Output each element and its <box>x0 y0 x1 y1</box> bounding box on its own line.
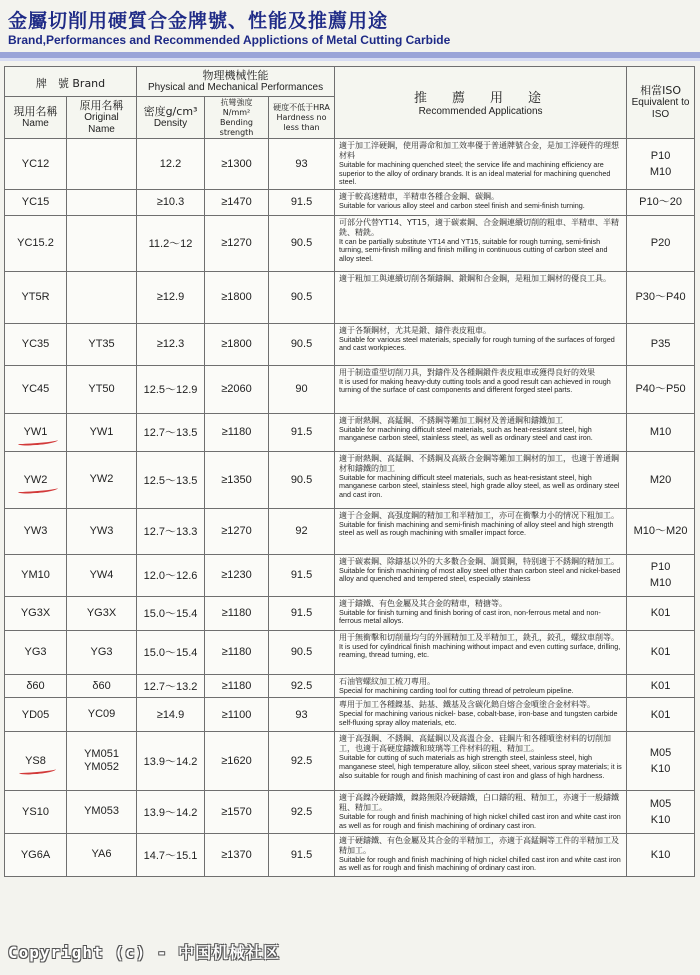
cell-bending-strength: ≥1300 <box>205 139 269 190</box>
cell-bending-strength: ≥1180 <box>205 413 269 451</box>
page-subtitle: Brand,Performances and Recommended Applictions of Metal Cutting Carbide <box>8 33 451 47</box>
handwritten-underline <box>19 767 56 776</box>
cell-original-name: δ60 <box>67 674 137 698</box>
cell-name <box>5 674 67 698</box>
cell-name <box>5 630 67 674</box>
cell-application <box>335 630 627 674</box>
brand-name <box>24 426 48 438</box>
cell-application <box>335 365 627 413</box>
cell-name <box>5 508 67 554</box>
application-zh: 適于鑄鐵、有色金屬及其合金的精車，精搪等。 <box>339 598 508 608</box>
cell-iso <box>627 508 695 554</box>
table-row <box>5 365 695 413</box>
table-row <box>5 791 695 833</box>
cell-iso <box>627 139 695 190</box>
cell-hardness: 90.5 <box>269 323 335 365</box>
cell-original-name: YW1 <box>67 413 137 451</box>
cell-density: 12.7～13.2 <box>137 674 205 698</box>
header-physical-en: Physical and Mechanical Performances <box>147 82 324 93</box>
application-en: Suitable for rough and finish machining of high nickel chilled cast iron and white cast iron as well as for rough and finish machining of ordinary cast iron. <box>339 812 621 830</box>
cell-density: 12.5～13.5 <box>137 451 205 508</box>
cell-density: ≥12.9 <box>137 271 205 323</box>
cell-hardness: 91.5 <box>269 189 335 215</box>
cell-original-name: YT35 <box>67 323 137 365</box>
brand-name <box>22 806 49 818</box>
iso-code: P10 <box>650 149 671 162</box>
application-en: Suitable for various alloy steel and carbon steel finish and semi-finish turning. <box>339 200 585 210</box>
cell-iso <box>627 323 695 365</box>
cell-bending-strength: ≥1230 <box>205 554 269 596</box>
handwritten-underline <box>17 485 57 494</box>
application-en: Special for machining carding tool for cutting thread of petroleum pipeline. <box>339 685 574 695</box>
table-row <box>5 215 695 271</box>
header-applications <box>335 67 627 139</box>
header-applications-en: Recommended Applications <box>418 106 543 117</box>
table-row <box>5 732 695 791</box>
brand-name <box>24 646 46 658</box>
cell-bending-strength: ≥1570 <box>205 791 269 833</box>
table-row <box>5 508 695 554</box>
table-row <box>5 630 695 674</box>
application-zh: 適于耐熱鋼、高錳鋼、不銹鋼及高級合金鋼等難加工鋼材的加工，也適于普通鋼材和鑄鐵的加工 <box>339 453 620 473</box>
copyright-watermark: Copyright (c) - 中国机械社区 <box>8 943 281 962</box>
cell-hardness: 92 <box>269 508 335 554</box>
iso-code: K01 <box>650 708 671 721</box>
cell-application <box>335 323 627 365</box>
header-orig-zh: 原用名稱 <box>79 99 124 112</box>
iso-code: P10 <box>650 561 671 574</box>
cell-original-name: YC09 <box>67 698 137 732</box>
cell-bending-strength: ≥1800 <box>205 271 269 323</box>
cell-bending-strength: ≥1270 <box>205 508 269 554</box>
cell-hardness: 91.5 <box>269 554 335 596</box>
application-zh: 適于高鎳冷硬鑄鐵，鎳鉻無限冷硬鑄鐵，白口鑄的粗、精加工，亦適于一般鑄鐵粗、精加工。 <box>339 793 620 813</box>
cell-density: ≥12.3 <box>137 323 205 365</box>
cell-iso <box>627 189 695 215</box>
application-zh: 適于粗加工與連續切削各類鑄鋼、鍛鋼和合金鋼，是粗加工鋼材的優良工具。 <box>339 273 612 283</box>
cell-hardness: 90.5 <box>269 215 335 271</box>
cell-hardness: 91.5 <box>269 596 335 630</box>
header-name <box>5 97 67 139</box>
table-row <box>5 323 695 365</box>
iso-code: M10～M20 <box>633 525 688 538</box>
cell-iso <box>627 791 695 833</box>
cell-name <box>5 323 67 365</box>
brand-name-text: YC15 <box>21 196 50 209</box>
iso-code: M05 <box>649 747 672 760</box>
cell-name <box>5 271 67 323</box>
cell-original-name <box>67 189 137 215</box>
iso-code: P10～20 <box>639 196 682 209</box>
cell-density: 12.7～13.3 <box>137 508 205 554</box>
iso-code: P35 <box>650 338 671 351</box>
cell-original-name: YW4 <box>67 554 137 596</box>
brand-name-text: YC12 <box>21 157 50 170</box>
cell-application <box>335 215 627 271</box>
cell-name <box>5 732 67 791</box>
cell-bending-strength: ≥1100 <box>205 698 269 732</box>
header-brand-label: 牌 號 Brand <box>35 77 106 90</box>
brand-name-text: YG6A <box>20 848 51 861</box>
cell-bending-strength: ≥1180 <box>205 674 269 698</box>
cell-bending-strength: ≥1180 <box>205 596 269 630</box>
cell-density: 15.0～15.4 <box>137 630 205 674</box>
brand-name-text: δ60 <box>26 680 45 693</box>
header-name-zh: 現用名稱 <box>13 105 58 118</box>
header-density <box>137 97 205 139</box>
cell-bending-strength: ≥1350 <box>205 451 269 508</box>
header-hardness-en: Hardness no less than <box>276 112 327 132</box>
application-en: Suitable for various steel materials, specially for rough turning of the surfaces of forged and cast workpieces. <box>339 334 615 353</box>
cell-application <box>335 271 627 323</box>
cell-application <box>335 833 627 876</box>
iso-code: K10 <box>650 763 671 776</box>
cell-iso <box>627 833 695 876</box>
iso-code: K01 <box>650 646 671 659</box>
cell-bending-strength: ≥2060 <box>205 365 269 413</box>
table-row <box>5 189 695 215</box>
cell-application <box>335 791 627 833</box>
application-zh: 可部分代替YT14、YT15，適于碳素鋼、合金鋼連續切削的粗車、半精車、半精銑、精銑。 <box>339 217 619 237</box>
handwritten-underline <box>17 438 57 447</box>
cell-density: 13.9～14.2 <box>137 791 205 833</box>
application-zh: 適于碳素鋼、除鑄基以外的大多數合金鋼、調質鋼，特别適于不銹鋼的精加工。 <box>339 556 620 566</box>
cell-application <box>335 698 627 732</box>
cell-application <box>335 596 627 630</box>
brand-name <box>21 291 49 303</box>
cell-original-name <box>67 215 137 271</box>
header-physical-zh: 物理機械性能 <box>202 69 269 82</box>
application-zh: 適于硬鑄鐵、有色金屬及其合金的半精加工，亦適于高錳鋼等工件的半精加工及精加工。 <box>339 835 620 855</box>
application-en: Special for machining various nickel- base, cobalt-base, iron-base and tungsten carbide self-fluxing spray alloy materials, etc. <box>339 709 618 727</box>
page-title: 金屬切削用硬質合金牌號、性能及推薦用途 <box>8 10 389 32</box>
cell-name <box>5 791 67 833</box>
cell-bending-strength: ≥1620 <box>205 732 269 791</box>
brand-name <box>22 709 50 721</box>
iso-code: P40～P50 <box>635 383 686 396</box>
application-en: It can be partially substitute YT14 and YT15, suitable for rough turning, semi-finish turning, semi-finish milling and finish milling in continuous cutting of carbon steel and alloy steel. <box>339 236 608 263</box>
header-iso-en: Equivalent to ISO <box>631 97 690 120</box>
application-en: Suitable for machining difficult steel materials, such as heat-resistant steel, high manganese carbon steel, stainless steel, high grade alloy steel, as well as ordinary steel and cast iron. <box>339 472 620 499</box>
cell-iso <box>627 630 695 674</box>
cell-bending-strength: ≥1180 <box>205 630 269 674</box>
application-en: Suitable for finish turning and finish boring of cast iron, non-ferrous metal and non-ferrous metal alloys. <box>339 607 601 626</box>
header-iso <box>627 67 695 139</box>
header-name-en: Name <box>22 118 49 129</box>
header-density-en: Density <box>153 118 188 129</box>
application-en: Suitable for cutting of such materials as high strength steel, stainless steel, high manganese steel, high temperature alloy, silicon steel sheet, various spray materials; it is also suitable for rough and finish machining of cast iron and glass of high hardness. <box>339 753 622 780</box>
application-en: Suitable for rough and finish machining of high nickel chilled cast iron and white cast iron as well as for rough and finish machining of ordinary cast iron. <box>339 854 621 873</box>
cell-name <box>5 554 67 596</box>
cell-hardness: 92.5 <box>269 732 335 791</box>
iso-code: K10 <box>650 848 671 861</box>
cell-name <box>5 451 67 508</box>
brand-name-text: YC15.2 <box>17 237 54 250</box>
cell-application <box>335 189 627 215</box>
cell-original-name <box>67 271 137 323</box>
application-zh: 適于耐熱鋼、高錳鋼、不銹鋼等難加工鋼材及普通鋼和鑄鐵加工 <box>339 415 564 425</box>
cell-name <box>5 215 67 271</box>
cell-name <box>5 365 67 413</box>
carbide-table <box>4 66 695 877</box>
brand-name-text: YS10 <box>22 805 49 818</box>
cell-density: 12.7～13.5 <box>137 413 205 451</box>
cell-name <box>5 596 67 630</box>
cell-iso <box>627 271 695 323</box>
brand-name <box>21 849 50 861</box>
application-en: Suitable for finish machining of most alloy steel other than carbon steel and nickel-based alloy and quenched and tempered steel, especially stainless <box>339 565 621 584</box>
cell-hardness: 93 <box>269 139 335 190</box>
brand-name <box>21 607 50 619</box>
cell-iso <box>627 365 695 413</box>
brand-name-text: YM10 <box>21 569 50 582</box>
cell-bending-strength: ≥1800 <box>205 323 269 365</box>
application-en: Suitable for machining quenched steel; the service life and machining efficiency are superior to the alloy of ordinary brands. It is an ideal material for machining quenched steel. <box>339 160 611 187</box>
application-en: Suitable for finish machining and semi-finish machining of alloy steel and high strength steel as well as rough machining with smaller impact force. <box>339 519 614 538</box>
table-row <box>5 833 695 876</box>
cell-application <box>335 732 627 791</box>
header-bending-en: Bending strength <box>219 117 254 137</box>
header-iso-zh: 相當ISO <box>640 84 681 97</box>
application-zh: 用于制造重型切削刀具，對鑄件及各種鋼鍛件表皮粗車或獲得良好的效果 <box>339 367 596 377</box>
title-rule-light <box>0 58 700 61</box>
brand-name-text: YW2 <box>23 473 48 486</box>
brand-name-text: YC45 <box>21 383 50 396</box>
table-row <box>5 139 695 190</box>
table-row <box>5 596 695 630</box>
application-en: Suitable for machining difficult steel materials, such as heat-resistant steel, high manganese carbon steel, stainless steel, as well as ordinary steel and cast iron. <box>339 424 593 443</box>
header-density-zh: 密度g/cm³ <box>143 105 198 118</box>
cell-application <box>335 554 627 596</box>
cell-density: 12.0～12.6 <box>137 554 205 596</box>
application-zh: 適于較高速精車，半精車各種合金鋼、碳鋼。 <box>339 191 500 201</box>
iso-code: K01 <box>650 607 671 620</box>
cell-iso <box>627 451 695 508</box>
application-zh: 適于各類鋼材，尤其是鍛、鑄件表皮粗車。 <box>339 325 492 335</box>
iso-code: M10 <box>649 165 672 178</box>
cell-original-name: YM053 <box>67 791 137 833</box>
cell-original-name: YM051 YM052 <box>67 732 137 791</box>
header-applications-zh: 推 薦 用 途 <box>414 91 548 106</box>
iso-code: M20 <box>649 473 672 486</box>
cell-application <box>335 674 627 698</box>
application-zh: 用于無衝擊和切削量均勻的外圓精加工及半精加工，銑孔，鉸孔，螺紋車削等。 <box>339 632 620 642</box>
table-row <box>5 554 695 596</box>
cell-hardness: 92.5 <box>269 674 335 698</box>
cell-bending-strength: ≥1270 <box>205 215 269 271</box>
cell-hardness: 90.5 <box>269 271 335 323</box>
brand-name-text: YD05 <box>21 708 50 721</box>
application-zh: 適于加工淬硬鋼，使用壽命和加工效率優于普通牌號合金，是加工淬硬件的理想材料 <box>339 141 620 160</box>
header-hardness-zh: 硬度不低于HRA <box>273 102 330 112</box>
cell-hardness: 90.5 <box>269 630 335 674</box>
cell-density: ≥14.9 <box>137 698 205 732</box>
header-orig-en: Original Name <box>84 112 119 135</box>
header-physical <box>137 67 335 97</box>
brand-name-text: YT5R <box>21 291 50 304</box>
cell-hardness: 91.5 <box>269 833 335 876</box>
brand-name-text: YW3 <box>23 525 48 538</box>
cell-density: 12.2 <box>137 139 205 190</box>
table-row <box>5 698 695 732</box>
brand-name <box>22 383 50 395</box>
cell-original-name: YG3 <box>67 630 137 674</box>
application-zh: 專用于加工各種鎳基、鈷基、鐵基及含碳化鎢自熔合金噴塗合金材料等。 <box>339 700 596 710</box>
cell-density: 12.5～12.9 <box>137 365 205 413</box>
cell-name <box>5 833 67 876</box>
table-row <box>5 674 695 698</box>
brand-name <box>22 338 50 350</box>
iso-code: M10 <box>649 426 672 439</box>
brand-name <box>25 755 46 767</box>
iso-code: P30～P40 <box>635 291 686 304</box>
cell-application <box>335 451 627 508</box>
iso-code: K10 <box>650 813 671 826</box>
header-brand <box>5 67 137 97</box>
table-row <box>5 451 695 508</box>
cell-iso <box>627 596 695 630</box>
cell-hardness: 90 <box>269 365 335 413</box>
cell-density: 15.0～15.4 <box>137 596 205 630</box>
cell-iso <box>627 698 695 732</box>
brand-name-text: YW1 <box>23 426 48 439</box>
header-hardness <box>269 97 335 139</box>
cell-hardness: 93 <box>269 698 335 732</box>
table-row <box>5 271 695 323</box>
cell-name <box>5 413 67 451</box>
brand-name <box>24 474 48 486</box>
cell-hardness: 90.5 <box>269 451 335 508</box>
cell-iso <box>627 554 695 596</box>
application-en: It is used for cylindrical finish machining without impact and even cutting surface, drilling, reaming, thread turning, etc. <box>339 641 621 660</box>
header-original-name <box>67 97 137 139</box>
application-zh: 適于合金鋼、高强度鋼的精加工和半精加工，亦可在衝擊力小的情况下粗加工。 <box>339 510 620 520</box>
cell-application <box>335 139 627 190</box>
application-en: It is used for making heavy-duty cutting tools and a good result can achieved in rough turning of the surface of cast components and different forged steel parts. <box>339 376 611 395</box>
application-zh: 石油管螺紋加工梳刀專用。 <box>339 676 436 686</box>
brand-name-text: YG3X <box>20 607 51 620</box>
cell-iso <box>627 215 695 271</box>
cell-iso <box>627 732 695 791</box>
iso-code: M10 <box>649 577 672 590</box>
cell-bending-strength: ≥1370 <box>205 833 269 876</box>
cell-name <box>5 698 67 732</box>
cell-application <box>335 508 627 554</box>
cell-density: 14.7～15.1 <box>137 833 205 876</box>
cell-original-name: YG3X <box>67 596 137 630</box>
header-bending-zh: 抗彎強度N/mm² <box>220 97 253 117</box>
cell-hardness: 92.5 <box>269 791 335 833</box>
cell-iso <box>627 674 695 698</box>
cell-iso <box>627 413 695 451</box>
brand-name-text: YS8 <box>25 755 46 768</box>
brand-name <box>22 196 50 208</box>
application-zh: 適于高强鋼、不銹鋼、高錳鋼以及高溫合金、硅鋼片和各種噴塗材料的切削加工，也適于高硬度鑄鐵和玻璃等工件材料的粗、精加工。 <box>339 734 612 754</box>
cell-hardness: 91.5 <box>269 413 335 451</box>
table-row <box>5 413 695 451</box>
cell-original-name: YW3 <box>67 508 137 554</box>
iso-code: M05 <box>649 797 672 810</box>
brand-name <box>24 525 48 537</box>
brand-name-text: YC35 <box>21 338 50 351</box>
iso-code: K01 <box>650 680 671 693</box>
iso-code: P20 <box>650 237 671 250</box>
brand-name-text: YG3 <box>24 646 47 659</box>
cell-density: 11.2～12 <box>137 215 205 271</box>
cell-original-name: YA6 <box>67 833 137 876</box>
cell-bending-strength: ≥1470 <box>205 189 269 215</box>
cell-original-name: YW2 <box>67 451 137 508</box>
cell-name <box>5 139 67 190</box>
cell-application <box>335 413 627 451</box>
cell-original-name: YT50 <box>67 365 137 413</box>
header-bending <box>205 97 269 139</box>
cell-name <box>5 189 67 215</box>
brand-name <box>21 569 50 581</box>
cell-density: 13.9～14.2 <box>137 732 205 791</box>
brand-name <box>17 237 54 249</box>
cell-density: ≥10.3 <box>137 189 205 215</box>
cell-original-name <box>67 139 137 190</box>
brand-name <box>26 680 44 692</box>
brand-name <box>22 158 50 170</box>
